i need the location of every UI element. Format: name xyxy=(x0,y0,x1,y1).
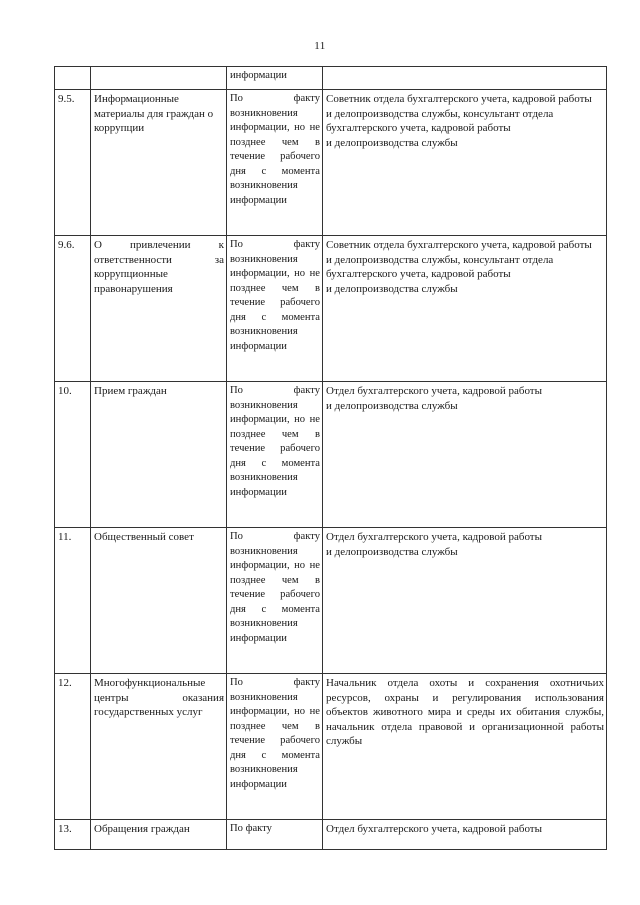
responsible-line: и делопроизводства службы xyxy=(326,136,458,149)
row-name: Многофункциональные центры оказания государственных услуг xyxy=(91,674,227,820)
row-term: По факту возникновения информации, но не позднее чем в течение рабочего дня с момента возникновения информации xyxy=(227,382,323,528)
table-row xyxy=(55,674,607,820)
table-row xyxy=(55,820,607,850)
table-row xyxy=(55,382,607,528)
responsible-line: и делопроизводства службы xyxy=(326,399,458,412)
row-responsible xyxy=(323,236,607,382)
row-term: По факту возникновения информации, но не позднее чем в течение рабочего дня с момента возникновения информации xyxy=(227,674,323,820)
row-number: 9.6. xyxy=(55,236,91,382)
row-responsible-cell xyxy=(323,67,607,90)
responsible-line: и делопроизводства службы xyxy=(326,282,458,295)
row-term: По факту возникновения информации, но не позднее чем в течение рабочего дня с момента возникновения информации xyxy=(227,90,323,236)
responsible-line: Отдел бухгалтерского учета, кадровой работы xyxy=(326,385,543,397)
row-number: 12. xyxy=(55,674,91,820)
table-row xyxy=(55,528,607,674)
row-term: По факту возникновения информации, но не позднее чем в течение рабочего дня с момента возникновения информации xyxy=(227,236,323,382)
row-name: Общественный совет xyxy=(91,528,227,674)
row-responsible xyxy=(323,90,607,236)
row-number-cell xyxy=(55,67,91,90)
responsible-line: и делопроизводства службы, консультант отдела бухгалтерского учета, кадровой работы xyxy=(326,107,554,134)
row-number: 13. xyxy=(55,820,91,850)
row-responsible xyxy=(323,528,607,674)
row-term: По факту xyxy=(227,820,323,850)
row-number: 9.5. xyxy=(55,90,91,236)
row-name: О привлечении к ответственности за коррупционные правонарушения xyxy=(91,236,227,382)
responsible-line: Начальник отдела охоты и сохранения охотничьих ресурсов, охраны и регулирования использования объектов животного мира и среды их обитания службы, начальник отдела правовой и организационной работы службы xyxy=(326,677,604,747)
row-term-cell: информации xyxy=(227,67,323,90)
row-term: По факту возникновения информации, но не позднее чем в течение рабочего дня с момента возникновения информации xyxy=(227,528,323,674)
responsible-line: и делопроизводства службы xyxy=(326,545,458,558)
row-responsible xyxy=(323,674,607,820)
row-responsible xyxy=(323,820,607,850)
table-row xyxy=(55,236,607,382)
row-name: Обращения граждан xyxy=(91,820,227,850)
responsible-line: Отдел бухгалтерского учета, кадровой работы xyxy=(326,823,543,835)
page-number: 11 xyxy=(314,40,326,52)
row-number: 11. xyxy=(55,528,91,674)
responsible-line: Отдел бухгалтерского учета, кадровой работы xyxy=(326,531,543,543)
responsibility-table xyxy=(54,66,607,850)
responsible-line: и делопроизводства службы, консультант отдела бухгалтерского учета, кадровой работы xyxy=(326,253,554,280)
row-responsible xyxy=(323,382,607,528)
responsible-line: Советник отдела бухгалтерского учета, кадровой работы xyxy=(326,239,592,251)
row-name: Прием граждан xyxy=(91,382,227,528)
table-row-continuation xyxy=(55,67,607,90)
row-name-cell xyxy=(91,67,227,90)
responsible-line: Советник отдела бухгалтерского учета, кадровой работы xyxy=(326,93,592,105)
table-row xyxy=(55,90,607,236)
row-name: Информационные материалы для граждан о коррупции xyxy=(91,90,227,236)
row-number: 10. xyxy=(55,382,91,528)
